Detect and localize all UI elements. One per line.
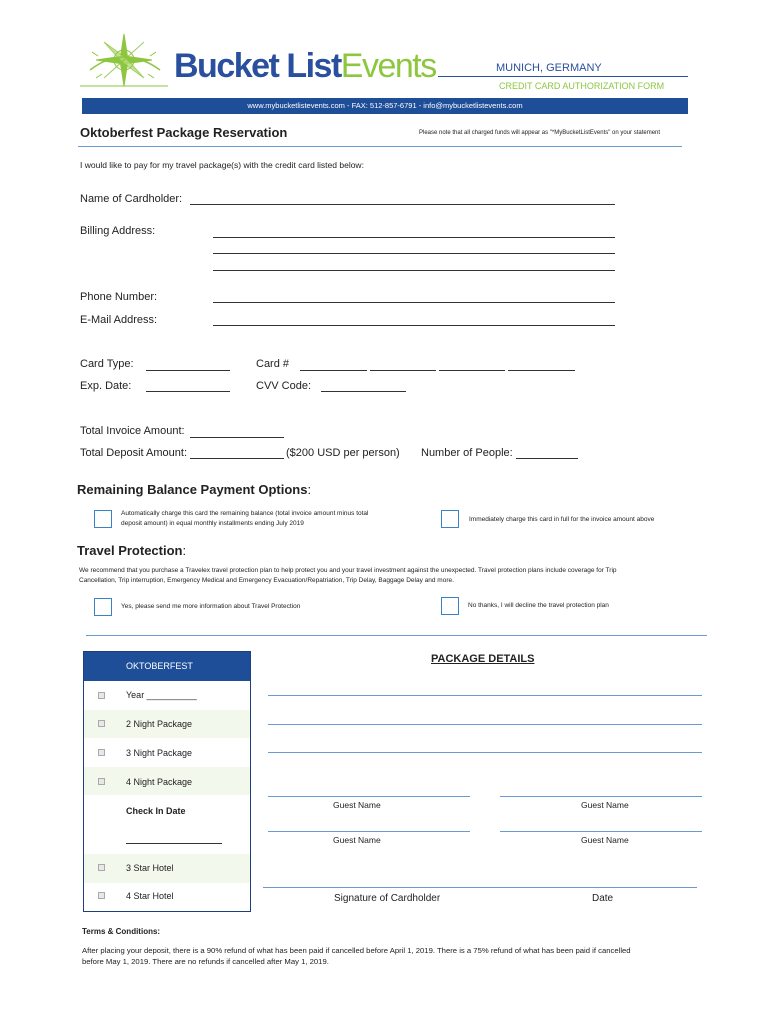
people-field[interactable] xyxy=(516,458,578,459)
cardholder-field[interactable] xyxy=(190,204,615,205)
contact-bar-text[interactable]: www.mybucketlistevents.com - FAX: 512-857-6791 - info@mybucketlistevents.com xyxy=(247,101,523,110)
reservation-title: Oktoberfest Package Reservation xyxy=(80,125,288,140)
package-2night-checkbox[interactable] xyxy=(98,720,105,727)
hotel-3star-label: 3 Star Hotel xyxy=(126,863,174,873)
package-2night-label: 2 Night Package xyxy=(126,719,193,729)
protection-no-checkbox[interactable] xyxy=(441,597,459,615)
guest-name-label-3: Guest Name xyxy=(333,835,381,845)
terms-line-2: before May 1, 2019. There are no refunds if cancelled after May 1, 2019. xyxy=(82,957,329,966)
phone-label: Phone Number: xyxy=(80,291,158,303)
full-charge-checkbox[interactable] xyxy=(441,510,459,528)
billing-label: Billing Address: xyxy=(80,225,156,237)
signature-field[interactable] xyxy=(263,887,697,888)
logo-text-light: Events xyxy=(340,47,436,85)
details-line-2[interactable] xyxy=(268,724,702,725)
package-3night-label: 3 Night Package xyxy=(126,748,193,758)
hotel-4star-label: 4 Star Hotel xyxy=(126,891,174,901)
total-deposit-field[interactable] xyxy=(190,458,284,459)
package-box-header xyxy=(84,652,250,681)
exp-date-label: Exp. Date: xyxy=(80,380,132,392)
cardholder-label: Name of Cardholder: xyxy=(80,193,183,205)
email-field[interactable] xyxy=(213,325,615,326)
signature-label: Signature of Cardholder xyxy=(334,893,441,904)
protection-yes-text: Yes, please send me more information about Travel Protection xyxy=(121,603,301,610)
guest-name-label-1: Guest Name xyxy=(333,800,381,810)
package-3night-checkbox[interactable] xyxy=(98,749,105,756)
travel-protection-desc-2: Cancellation, Trip interruption, Emergency Medical and Emergency Evacuation/Repatriation, Trip Delay, Baggage Delay and more. xyxy=(79,577,454,584)
statement-note: Please note that all charged funds will appear as "*MyBucketListEvents" on your statement xyxy=(419,130,661,136)
total-invoice-label: Total Invoice Amount: xyxy=(80,425,185,437)
date-label: Date xyxy=(592,893,614,904)
package-box-header-text: OKTOBERFEST xyxy=(126,661,193,671)
deposit-rate-text: ($200 USD per person) xyxy=(286,447,400,459)
card-number-field-3[interactable] xyxy=(439,370,505,371)
guest-name-field-2[interactable] xyxy=(500,796,702,797)
logo xyxy=(76,30,436,96)
form-title: CREDIT CARD AUTHORIZATION FORM xyxy=(499,81,665,91)
auto-charge-checkbox[interactable] xyxy=(94,510,112,528)
travel-protection-title: Travel Protection: xyxy=(77,543,187,558)
total-invoice-field[interactable] xyxy=(190,437,284,438)
hotel-3star-checkbox[interactable] xyxy=(98,864,105,871)
hotel-4star-checkbox[interactable] xyxy=(98,892,105,899)
intro-text: I would like to pay for my travel package(s) with the credit card listed below: xyxy=(80,160,364,170)
contact-bar xyxy=(82,98,688,114)
guest-name-field-1[interactable] xyxy=(268,796,470,797)
protection-yes-checkbox[interactable] xyxy=(94,598,112,616)
package-details-title: PACKAGE DETAILS xyxy=(431,653,535,665)
email-label: E-Mail Address: xyxy=(80,314,158,326)
compass-logo-icon xyxy=(76,30,176,96)
guest-name-label-4: Guest Name xyxy=(581,835,629,845)
check-in-label: Check In Date xyxy=(126,806,186,816)
cvv-field[interactable] xyxy=(321,391,406,392)
total-deposit-label: Total Deposit Amount: xyxy=(80,447,188,459)
billing-field-line-2[interactable] xyxy=(213,253,615,254)
billing-field-line-1[interactable] xyxy=(213,237,615,238)
protection-no-text: No thanks, I will decline the travel protection plan xyxy=(468,602,609,609)
guest-name-field-3[interactable] xyxy=(268,831,470,832)
logo-text-bold: Bucket List xyxy=(174,47,341,85)
auto-charge-text-2: deposit amount) in equal monthly installments ending July 2019 xyxy=(121,520,304,527)
guest-name-field-4[interactable] xyxy=(500,831,702,832)
protection-divider xyxy=(86,635,707,636)
year-checkbox[interactable] xyxy=(98,692,105,699)
auto-charge-text-1: Automatically charge this card the remaining balance (total invoice amount minus total xyxy=(121,510,369,517)
phone-field[interactable] xyxy=(213,302,615,303)
people-label: Number of People: xyxy=(421,447,513,459)
year-label: Year __________ xyxy=(126,690,197,700)
details-line-1[interactable] xyxy=(268,695,702,696)
location-label: MUNICH, GERMANY xyxy=(496,62,602,74)
package-4night-label: 4 Night Package xyxy=(126,777,193,787)
header-divider xyxy=(438,76,688,77)
card-number-field-2[interactable] xyxy=(370,370,436,371)
terms-line-1: After placing your deposit, there is a 90% refund of what has been paid if cancelled before April 1, 2019. There is a 75% refund of what has been paid if cancelled xyxy=(82,946,631,955)
remaining-balance-title: Remaining Balance Payment Options: xyxy=(77,482,312,497)
billing-field-line-3[interactable] xyxy=(213,270,615,271)
cvv-label: CVV Code: xyxy=(256,380,312,392)
title-divider xyxy=(78,146,682,147)
full-charge-text: Immediately charge this card in full for the invoice amount above xyxy=(469,516,655,523)
terms-title: Terms & Conditions: xyxy=(82,927,161,936)
check-in-field[interactable] xyxy=(126,843,222,844)
exp-date-field[interactable] xyxy=(146,391,230,392)
guest-name-label-2: Guest Name xyxy=(581,800,629,810)
details-line-3[interactable] xyxy=(268,752,702,753)
package-4night-checkbox[interactable] xyxy=(98,778,105,785)
card-number-field-4[interactable] xyxy=(508,370,575,371)
travel-protection-desc-1: We recommend that you purchase a Travelex travel protection plan to help protect you and your travel investment against the unexpected. Travel protection plans include coverage for Trip xyxy=(79,567,617,574)
card-type-field[interactable] xyxy=(146,370,230,371)
card-type-label: Card Type: xyxy=(80,358,134,370)
card-number-field-1[interactable] xyxy=(300,370,367,371)
card-number-label: Card # xyxy=(256,358,290,370)
